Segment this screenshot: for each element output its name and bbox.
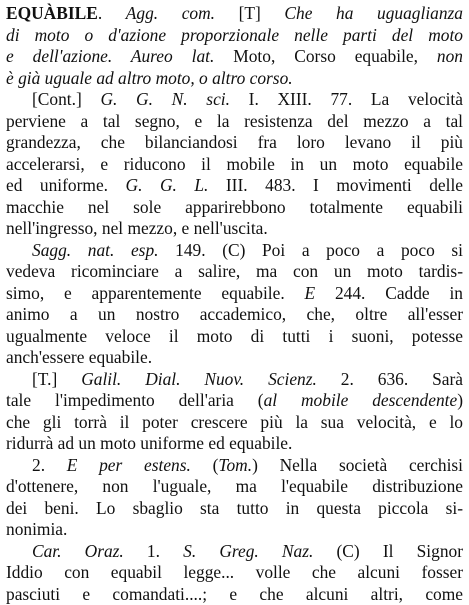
entry-line bbox=[6, 476, 463, 498]
text-segment: simo, e apparentemente equabile. bbox=[6, 283, 305, 303]
text-segment: ( bbox=[191, 455, 219, 475]
text-segment: è già uguale ad altro moto, o altro corso. bbox=[6, 68, 293, 88]
text-segment: (C) Il Signor bbox=[313, 541, 463, 561]
entry-line bbox=[6, 455, 463, 477]
text-segment: di moto o d'azione proporzionale nelle parti del moto bbox=[6, 25, 463, 45]
text-segment: Tom. bbox=[218, 455, 252, 475]
text-segment: ) bbox=[457, 390, 463, 410]
text-segment: tale l'impedimento dell'aria ( bbox=[6, 390, 264, 410]
text-segment: e dell'azione. Aureo lat. bbox=[6, 46, 214, 66]
entry-line bbox=[6, 326, 463, 348]
entry-line bbox=[6, 3, 463, 25]
entry-line bbox=[6, 283, 463, 305]
entry-line bbox=[6, 111, 463, 133]
text-segment: Moto, Corso equabile, bbox=[214, 46, 437, 66]
entry-line bbox=[6, 154, 463, 176]
text-segment: anch'essere equabile. bbox=[6, 347, 152, 367]
text-segment: 244. Cadde in bbox=[315, 283, 463, 303]
text-segment: accelerarsi, e riducono il mobile in un moto equabile bbox=[6, 154, 463, 174]
text-segment: G. G. L. bbox=[126, 175, 209, 195]
text-segment: d'ottenere, non l'uguale, ma l'equabile distribuzione bbox=[6, 476, 463, 496]
entry-line bbox=[6, 498, 463, 520]
entry-line bbox=[6, 412, 463, 434]
text-segment: Galil. Dial. Nuov. Scienz. bbox=[81, 369, 317, 389]
text-segment: macchie nel sole apparirebbono totalmente equabili bbox=[6, 197, 463, 217]
entry-line bbox=[6, 541, 463, 563]
text-segment: che gli torrà il poter crescere più la sua velocità, e lo bbox=[6, 412, 463, 432]
text-segment: non bbox=[437, 46, 463, 66]
entry-line bbox=[6, 390, 463, 412]
entry-line bbox=[6, 369, 463, 391]
text-segment: perviene a tal segno, e la resistenza del mezzo a tal bbox=[6, 111, 463, 131]
text-segment: Sagg. nat. esp. bbox=[32, 240, 159, 260]
text-segment: ugualmente veloce il moto di tutti i suoni, potesse bbox=[6, 326, 463, 346]
text-segment: al mobile descendente bbox=[264, 390, 458, 410]
text-segment: Car. Oraz. bbox=[32, 541, 124, 561]
text-segment: 1. bbox=[124, 541, 183, 561]
entry-line bbox=[6, 132, 463, 154]
text-segment: III. 483. I movimenti delle bbox=[208, 175, 463, 195]
text-segment: E bbox=[305, 283, 316, 303]
entry-line bbox=[6, 68, 463, 90]
text-segment: [T.] bbox=[32, 369, 81, 389]
text-segment: Iddio con equabil legge... volle che alcuni fosser bbox=[6, 562, 463, 582]
text-segment: I. XIII. 77. La velocità bbox=[230, 89, 463, 109]
text-segment: . bbox=[98, 3, 126, 23]
entry-line bbox=[6, 304, 463, 326]
entry-line bbox=[6, 89, 463, 111]
text-segment: grandezza, che bilanciandosi fra loro levano il più bbox=[6, 132, 463, 152]
text-segment: dei beni. Lo sbaglio sta tutto in questa piccola si- bbox=[6, 498, 463, 518]
entry-line bbox=[6, 433, 463, 455]
text-segment: 2. bbox=[32, 455, 67, 475]
entry-line bbox=[6, 46, 463, 68]
text-segment: S. Greg. Naz. bbox=[183, 541, 313, 561]
text-segment: G. G. N. sci. bbox=[100, 89, 230, 109]
text-segment: animo a un nostro accademico, che, oltre all'esser bbox=[6, 304, 463, 324]
entry-line bbox=[6, 562, 463, 584]
text-segment: ed uniforme. bbox=[6, 175, 126, 195]
text-segment: ) Nella società cerchisi bbox=[252, 455, 463, 475]
entry-line bbox=[6, 584, 463, 605]
text-segment: E per estens. bbox=[67, 455, 191, 475]
text-segment: pasciuti e comandati....; e che alcuni altri, come bbox=[6, 584, 463, 604]
text-segment: vedeva ricominciare a salire, ma con un moto tardis- bbox=[6, 261, 463, 281]
entry-line bbox=[6, 347, 463, 369]
entry-line bbox=[6, 175, 463, 197]
headword: EQUÀBILE bbox=[6, 3, 98, 23]
text-segment: [T] bbox=[215, 3, 284, 23]
text-segment: ridurrà ad un moto uniforme ed equabile. bbox=[6, 433, 292, 453]
text-segment: [Cont.] bbox=[32, 89, 100, 109]
text-segment: nonimia. bbox=[6, 519, 67, 539]
text-segment: 149. (C) Poi a poco a poco si bbox=[159, 240, 464, 260]
text-segment: nell'ingresso, nel mezzo, e nell'uscita. bbox=[6, 218, 268, 238]
entry-line bbox=[6, 25, 463, 47]
entry-line bbox=[6, 240, 463, 262]
entry-line bbox=[6, 197, 463, 219]
text-segment: Che ha uguaglianza bbox=[284, 3, 463, 23]
text-segment: 2. 636. Sarà bbox=[317, 369, 463, 389]
entry-line bbox=[6, 218, 463, 240]
entry-line bbox=[6, 519, 463, 541]
dictionary-entry-text bbox=[6, 3, 463, 605]
entry-line bbox=[6, 261, 463, 283]
text-segment: Agg. com. bbox=[126, 3, 215, 23]
